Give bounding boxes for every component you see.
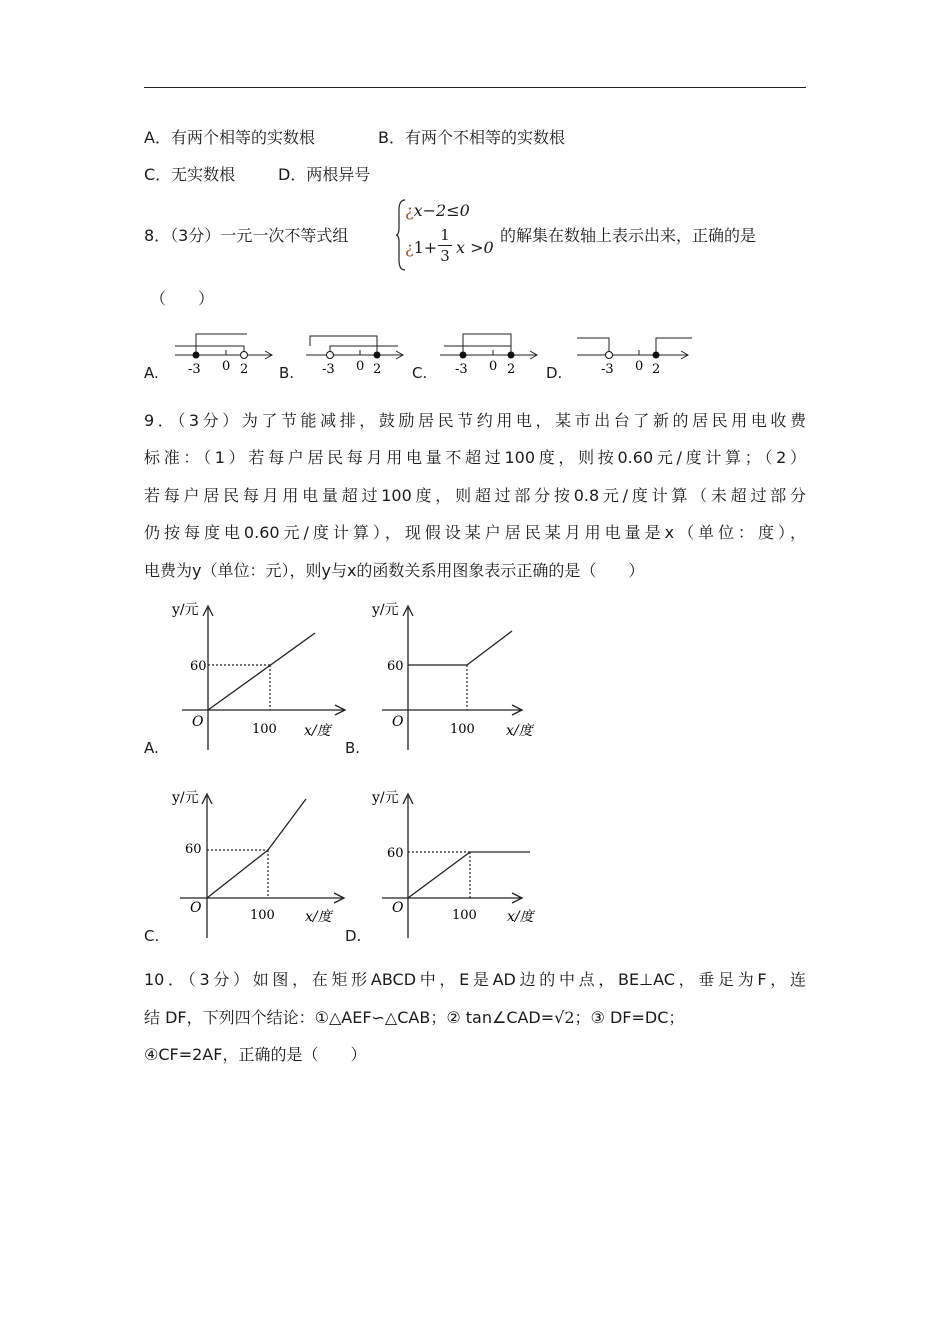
y-axis-label: y/元: [172, 790, 199, 806]
origin-label: O: [392, 900, 404, 916]
q8-answer-paren: （ ）: [150, 289, 215, 308]
origin-label: O: [192, 714, 204, 730]
q10-sqrt: √2: [554, 1008, 575, 1027]
x-axis-label: x/度: [304, 723, 331, 739]
q9-option-d-label: D.: [345, 927, 362, 945]
q8-ineq1-mark: ¿: [405, 201, 414, 220]
fraction-bar: [438, 245, 452, 246]
q9-option-a-label: A.: [144, 739, 159, 757]
q8-fraction: [438, 226, 452, 265]
q8-option-b-label: B.: [279, 364, 295, 382]
q9-line-5: 电费为y（单位：元），则y与x的函数关系用图象表示正确的是（ ）: [144, 561, 645, 580]
q8-ineq2-mark: ¿: [405, 238, 414, 257]
q7-option-c: C．无实数根: [144, 165, 236, 184]
y-tick-label: 60: [190, 659, 207, 674]
number-line-c: [437, 328, 547, 378]
header-rule: [144, 87, 806, 88]
number-line-d: [572, 328, 697, 378]
q7-option-d: D．两根异号: [278, 165, 371, 184]
x-axis-label: x/度: [507, 909, 534, 925]
tick-label: 0: [222, 359, 231, 374]
y-axis-label: y/元: [372, 602, 399, 618]
q7-option-a: A．有两个相等的实数根: [144, 128, 315, 147]
q10-line-1: 10．（3分）如图，在矩形ABCD中，E是AD边的中点，BE⊥AC，垂足为F，连: [144, 970, 806, 989]
x-axis-label: x/度: [305, 909, 332, 925]
q9-line-3: 若每户居民每月用电量超过100度，则超过部分按0.8元/度计算（未超过部分: [144, 486, 806, 505]
tick-label: 0: [356, 359, 365, 374]
y-axis-label: y/元: [172, 602, 199, 618]
q9-line-2: 标准：（1）若每户居民每月用电量不超过100度，则按0.60元/度计算；（2）: [144, 448, 806, 467]
x-axis-label: x/度: [506, 723, 533, 739]
origin-label: O: [190, 900, 202, 916]
q8-fraction-numerator: 1: [440, 226, 450, 244]
number-line-a: [170, 328, 280, 378]
q8-inequality-2-a: [405, 238, 437, 258]
q10-line-2-start: 结 DF，下列四个结论：①△AEF∽△CAB；② tan∠CAD=: [144, 1008, 555, 1027]
y-axis-label: y/元: [372, 790, 399, 806]
q10-line-2: [144, 1008, 806, 1028]
graph-b: [370, 598, 550, 758]
y-tick-label: 60: [387, 659, 404, 674]
number-line-b: [303, 328, 413, 378]
tick-label: -3: [455, 362, 468, 377]
x-tick-label: 100: [450, 722, 475, 737]
tick-label: 0: [635, 359, 644, 374]
q8-option-c-label: C.: [412, 364, 428, 382]
q9-line-4: 仍按每度电0.60元/度计算），现假设某户居民某月用电量是x（单位：度），: [144, 523, 806, 542]
q8-option-a-label: A.: [144, 364, 159, 382]
tick-label: -3: [188, 362, 201, 377]
graph-d: [370, 786, 550, 946]
tick-label: 2: [652, 362, 661, 377]
q8-option-d-label: D.: [546, 364, 563, 382]
q8-prefix: 8．（3分）一元一次不等式组: [144, 226, 349, 245]
tick-label: 0: [489, 359, 498, 374]
q10-line-2-end: ；③ DF=DC；: [574, 1008, 685, 1027]
q10-line-3: ④CF=2AF，正确的是（ ）: [144, 1045, 367, 1064]
x-tick-label: 100: [252, 722, 277, 737]
q9-option-c-label: C.: [144, 927, 160, 945]
q8-fraction-denominator: 3: [440, 247, 450, 265]
y-tick-label: 60: [387, 846, 404, 861]
q7-option-b: B．有两个不相等的实数根: [378, 128, 565, 147]
tick-label: -3: [322, 362, 335, 377]
tick-label: 2: [240, 362, 249, 377]
q9-option-b-label: B.: [345, 739, 361, 757]
q8-ineq1-text: x−2≤0: [413, 201, 470, 220]
x-tick-label: 100: [452, 908, 477, 923]
tick-label: -3: [601, 362, 614, 377]
q8-ineq2-end: x >0: [456, 238, 494, 257]
x-tick-label: 100: [250, 908, 275, 923]
tick-label: 2: [507, 362, 516, 377]
q8-suffix: 的解集在数轴上表示出来，正确的是: [500, 226, 757, 245]
q8-ineq2-start: 1+: [413, 238, 438, 257]
q8-inequality-1: [405, 201, 470, 221]
graph-a: [170, 598, 350, 758]
origin-label: O: [392, 714, 404, 730]
graph-c: [170, 786, 350, 946]
y-tick-label: 60: [185, 842, 202, 857]
tick-label: 2: [373, 362, 382, 377]
q9-line-1: 9．（3分）为了节能减排，鼓励居民节约用电，某市出台了新的居民用电收费: [144, 411, 806, 430]
